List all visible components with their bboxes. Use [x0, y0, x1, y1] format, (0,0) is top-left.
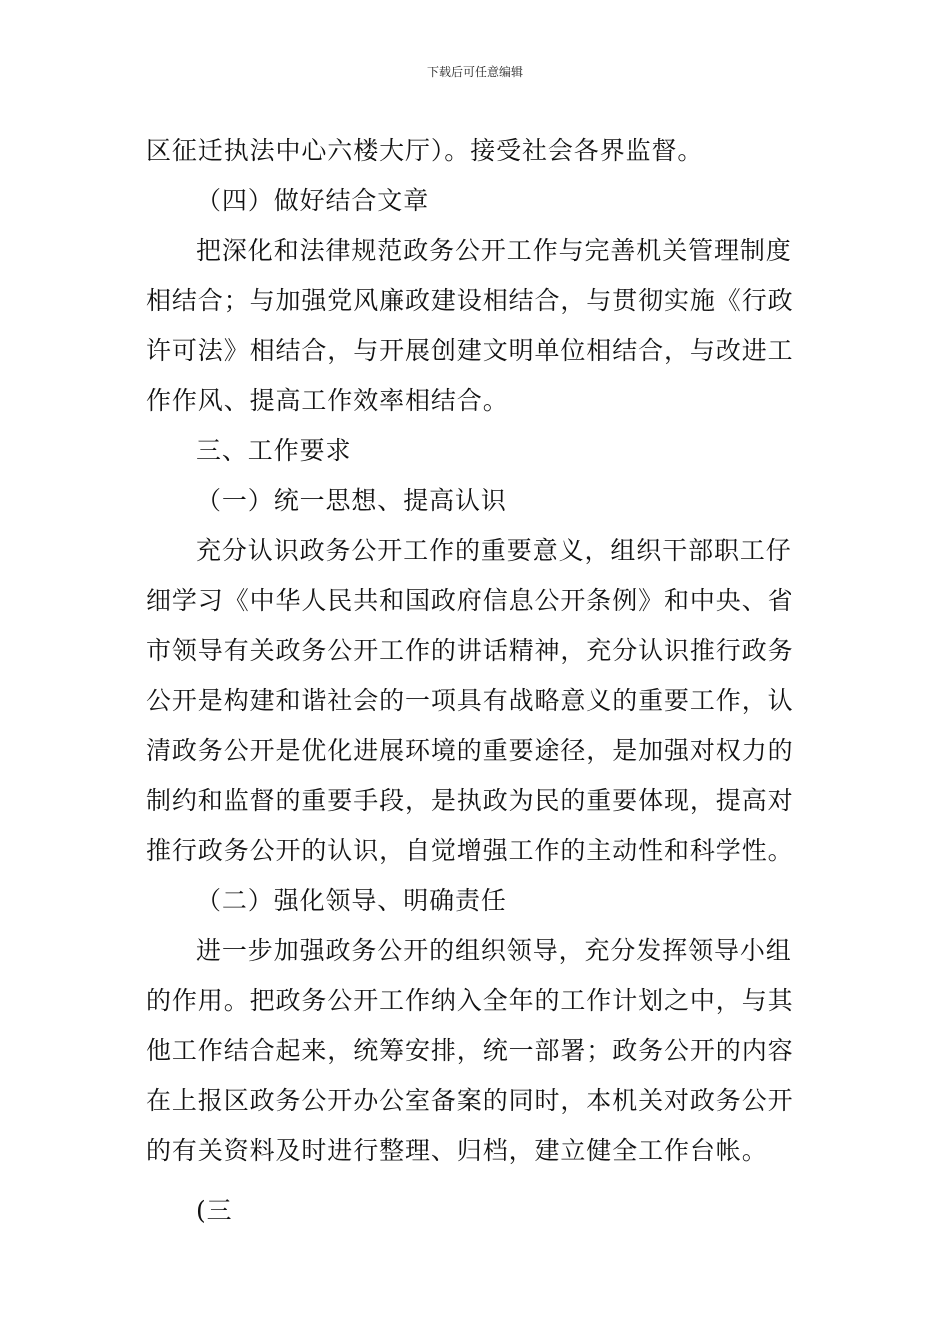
- document-body: [146, 126, 810, 1236]
- text-line-17: 进一步加强政务公开的组织领导，充分发挥领导小组: [196, 936, 792, 965]
- text-line-3: 把深化和法律规范政务公开工作与完善机关管理制度: [196, 236, 792, 265]
- subsection-heading-2: （二）强化领导、明确责任: [196, 886, 507, 915]
- text-line-11: 市领导有关政务公开工作的讲话精神，充分认识推行政务: [146, 636, 794, 665]
- text-line-12: 公开是构建和谐社会的一项具有战略意义的重要工作，认: [146, 686, 794, 715]
- text-line-15: 推行政务公开的认识，自觉增强工作的主动性和科学性。: [146, 836, 794, 865]
- subsection-heading-3-fragment: (三: [196, 1196, 233, 1225]
- text-line-4: 相结合；与加强党风廉政建设相结合，与贯彻实施《行政: [146, 286, 794, 315]
- section-heading-4: （四）做好结合文章: [196, 186, 430, 215]
- text-line-5: 许可法》相结合，与开展创建文明单位相结合，与改进工: [146, 336, 794, 365]
- text-line-1: 区征迁执法中心六楼大厅）。接受社会各界监督。: [146, 136, 704, 165]
- text-line-10: 细学习《中华人民共和国政府信息公开条例》和中央、省: [146, 586, 794, 615]
- text-line-20: 在上报区政务公开办公室备案的同时，本机关对政务公开: [146, 1086, 794, 1115]
- text-line-19: 他工作结合起来，统筹安排，统一部署；政务公开的内容: [146, 1036, 794, 1065]
- text-line-6: 作作风、提高工作效率相结合。: [146, 386, 509, 415]
- text-line-14: 制约和监督的重要手段，是执政为民的重要体现，提高对: [146, 786, 794, 815]
- text-line-21: 的有关资料及时进行整理、归档，建立健全工作台帐。: [146, 1136, 768, 1165]
- section-heading-3: 三、工作要求: [196, 436, 352, 465]
- text-line-13: 清政务公开是优化进展环境的重要途径，是加强对权力的: [146, 736, 794, 765]
- text-line-9: 充分认识政务公开工作的重要意义，组织干部职工仔: [196, 536, 792, 565]
- text-line-18: 的作用。把政务公开工作纳入全年的工作计划之中，与其: [146, 986, 794, 1015]
- header-note: 下载后可任意编辑: [426, 65, 523, 79]
- subsection-heading-1: （一）统一思想、提高认识: [196, 486, 507, 515]
